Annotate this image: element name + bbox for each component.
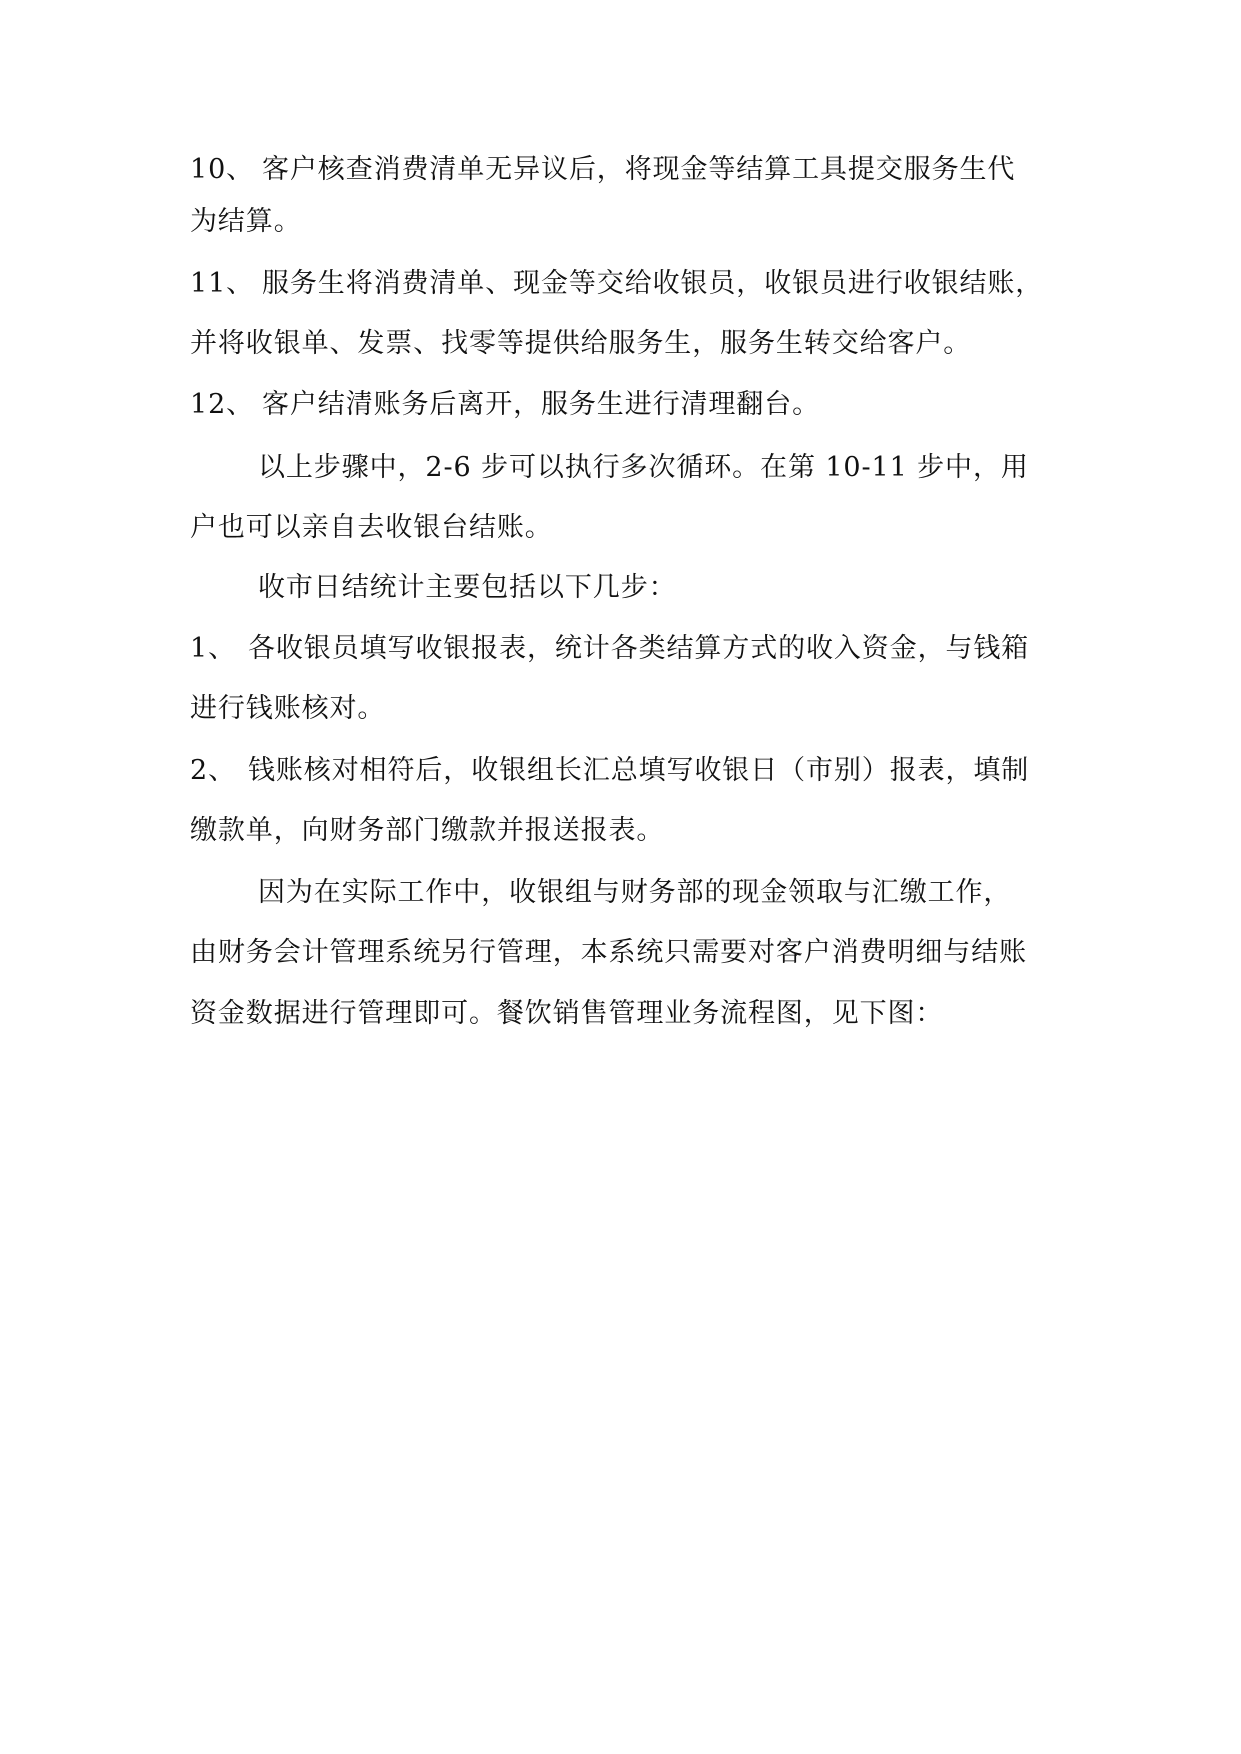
line-text: 并将收银单、发票、找零等提供给服务生，服务生转交给客户。 [190, 328, 972, 359]
line-text: 因为在实际工作中，收银组与财务部的现金领取与汇缴工作， [258, 877, 1012, 908]
line-text: 进行钱账核对。 [190, 693, 386, 724]
line-text: 收市日结统计主要包括以下几步： [258, 572, 677, 603]
list-number: 2、 [190, 755, 236, 786]
paragraph-line [190, 753, 1070, 789]
list-number: 11、 [190, 268, 255, 299]
paragraph-line [190, 387, 1070, 423]
line-text: 缴款单，向财务部门缴款并报送报表。 [190, 815, 665, 846]
list-number: 1、 [190, 633, 236, 664]
paragraph-line [190, 326, 1070, 362]
paragraph-line [190, 935, 1070, 971]
line-text: 户也可以亲自去收银台结账。 [190, 512, 553, 543]
line-text: 资金数据进行管理即可。餐饮销售管理业务流程图，见下图： [190, 998, 944, 1029]
paragraph-line [258, 875, 1138, 911]
paragraph-line [190, 996, 1070, 1032]
line-text: 为结算。 [190, 206, 302, 237]
paragraph-line [190, 152, 1070, 188]
list-number: 10、 [190, 154, 255, 185]
line-text: 各收银员填写收银报表，统计各类结算方式的收入资金，与钱箱 [248, 633, 1030, 664]
line-text: 钱账核对相符后，收银组长汇总填写收银日（市别）报表，填制 [248, 755, 1030, 786]
paragraph-line [190, 266, 1070, 302]
paragraph-line [190, 631, 1070, 667]
paragraph-line [190, 510, 1070, 546]
line-text: 客户结清账务后离开，服务生进行清理翻台。 [262, 389, 820, 420]
line-text: 客户核查消费清单无异议后，将现金等结算工具提交服务生代 [262, 154, 1016, 185]
list-number: 12、 [190, 389, 255, 420]
line-text: 服务生将消费清单、现金等交给收银员，收银员进行收银结账， [262, 268, 1044, 299]
paragraph-line [190, 813, 1070, 849]
line-text: 由财务会计管理系统另行管理，本系统只需要对客户消费明细与结账 [190, 937, 1027, 968]
paragraph-line [190, 204, 1070, 240]
paragraph-line [190, 691, 1070, 727]
paragraph-line [258, 570, 1138, 606]
line-text: 以上步骤中，2-6 步可以执行多次循环。在第 10-11 步中，用 [258, 452, 1029, 483]
paragraph-line [258, 450, 1138, 486]
